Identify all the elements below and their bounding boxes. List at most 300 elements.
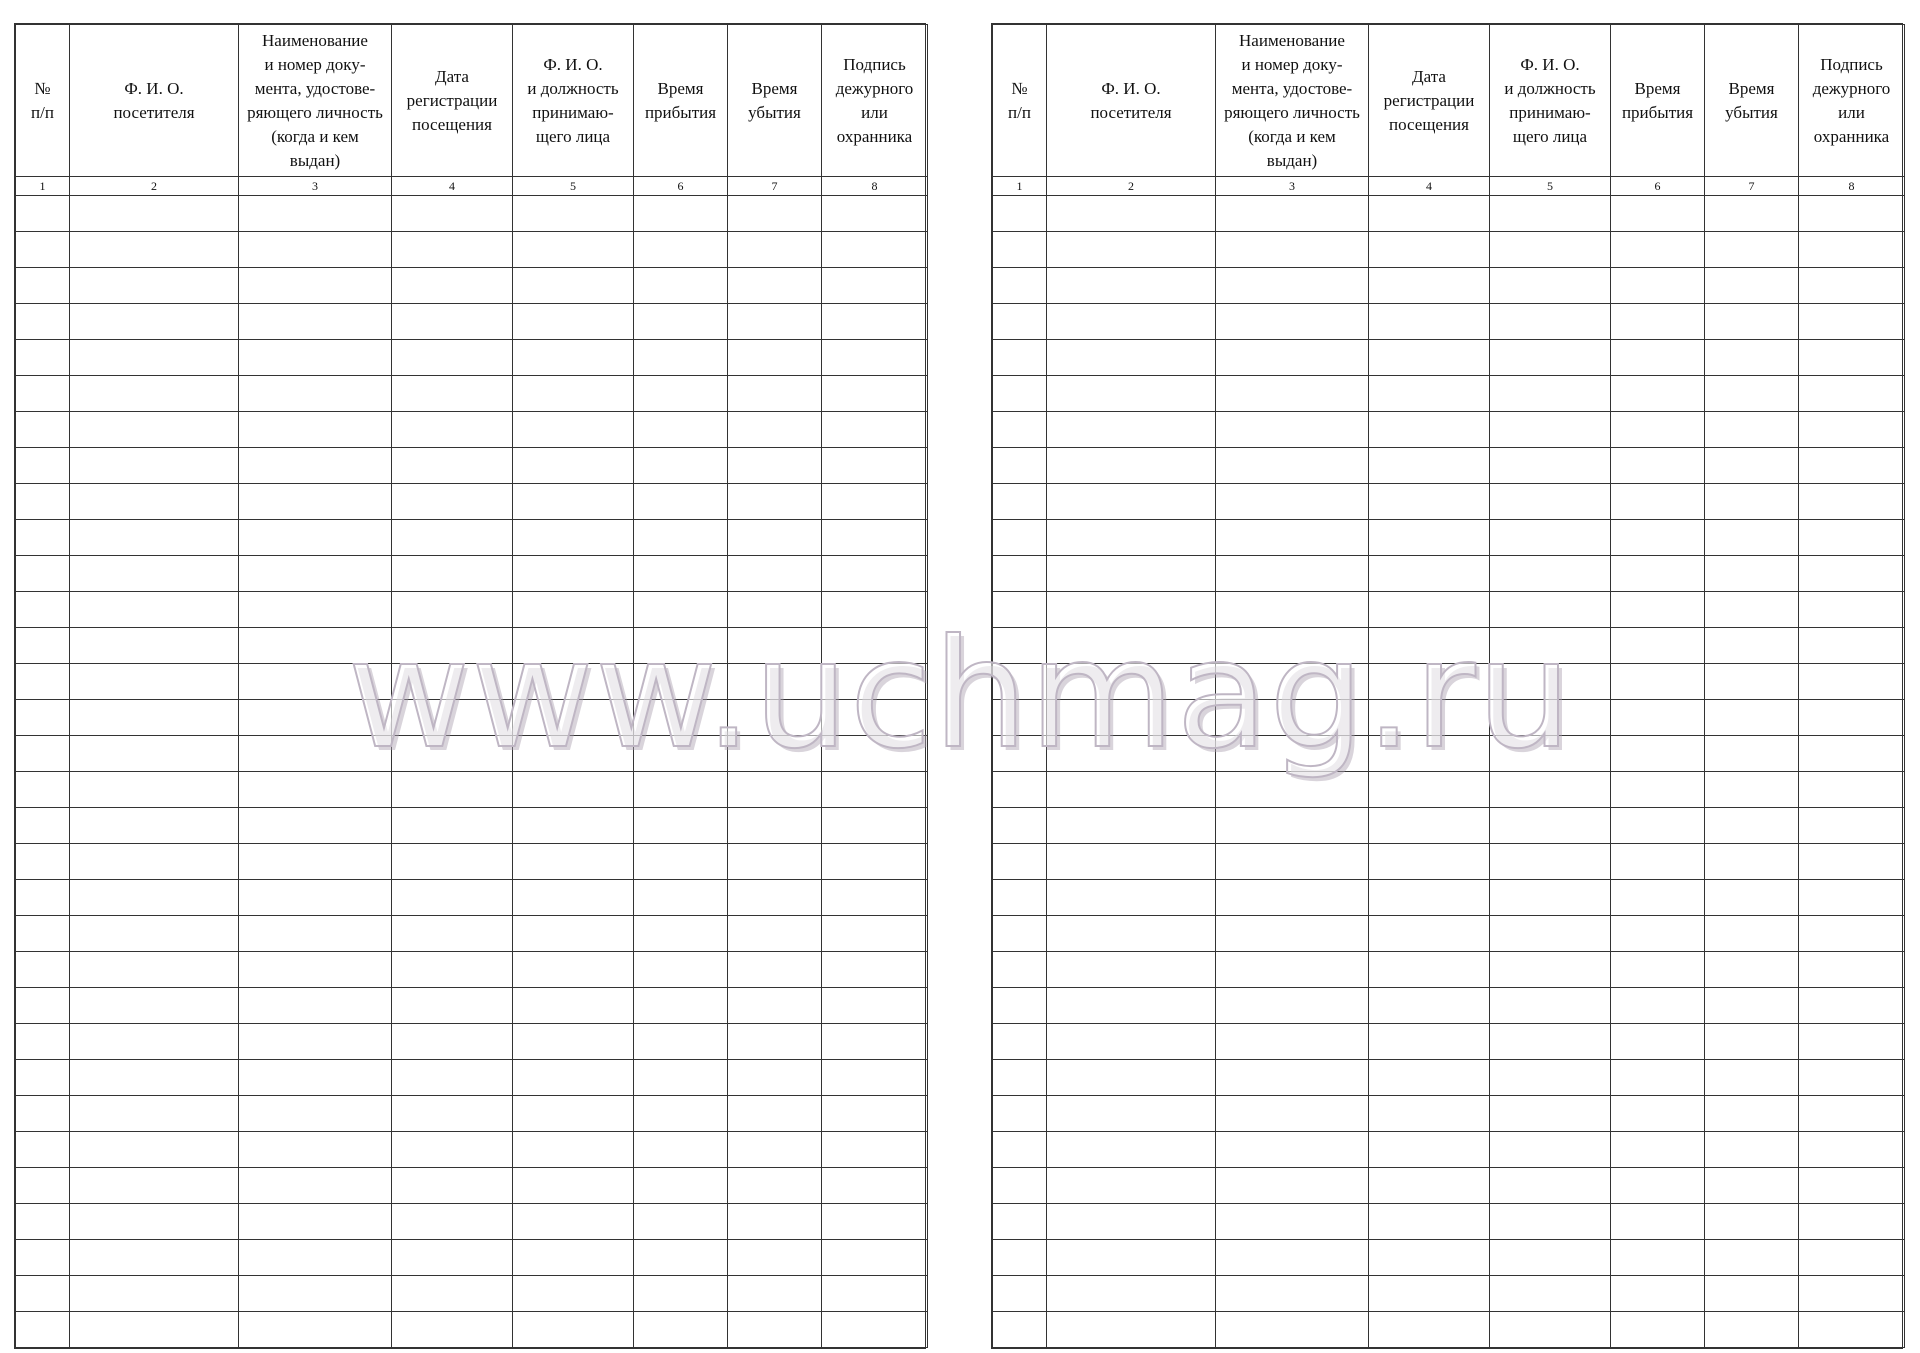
table-row <box>993 1168 1905 1204</box>
table-cell <box>1216 196 1369 232</box>
table-cell <box>1705 952 1799 988</box>
table-cell <box>1369 1024 1490 1060</box>
table-cell <box>1705 1204 1799 1240</box>
table-cell <box>392 1168 513 1204</box>
table-cell <box>728 304 822 340</box>
table-cell <box>1369 808 1490 844</box>
table-cell <box>513 880 634 916</box>
table-cell <box>993 484 1047 520</box>
table-cell <box>728 736 822 772</box>
table-row <box>993 1276 1905 1312</box>
table-cell <box>1047 664 1216 700</box>
table-cell <box>822 1168 928 1204</box>
table-cell <box>70 304 239 340</box>
table-cell <box>1490 700 1611 736</box>
table-cell <box>1611 340 1705 376</box>
table-cell <box>1705 736 1799 772</box>
column-header-line: принимаю- <box>1509 102 1591 122</box>
table-row <box>16 304 928 340</box>
column-number-cell: 5 <box>513 177 634 196</box>
table-cell <box>1611 1132 1705 1168</box>
table-cell <box>1490 1060 1611 1096</box>
table-cell <box>70 556 239 592</box>
table-cell <box>1799 196 1905 232</box>
table-cell <box>239 232 392 268</box>
column-header-line: Время <box>657 78 704 98</box>
table-cell <box>1799 268 1905 304</box>
table-row <box>16 664 928 700</box>
table-cell <box>822 1204 928 1240</box>
table-cell <box>1799 1060 1905 1096</box>
column-number-cell: 4 <box>392 177 513 196</box>
table-cell <box>993 628 1047 664</box>
table-cell <box>1799 1132 1905 1168</box>
column-header-line: Ф. И. О. <box>1520 54 1580 74</box>
column-header-line: выдан) <box>1266 150 1318 170</box>
table-cell <box>1705 232 1799 268</box>
table-cell <box>1799 700 1905 736</box>
table-cell <box>993 304 1047 340</box>
column-header-5 <box>1490 25 1611 177</box>
column-header-line: Ф. И. О. <box>543 54 603 74</box>
table-cell <box>70 1132 239 1168</box>
table-cell <box>513 1060 634 1096</box>
column-header-line: посещения <box>1389 114 1469 134</box>
column-number-cell: 2 <box>70 177 239 196</box>
table-cell <box>1799 412 1905 448</box>
table-cell <box>239 196 392 232</box>
column-header-line: Время <box>1634 78 1681 98</box>
table-row <box>16 844 928 880</box>
table-cell <box>993 412 1047 448</box>
table-cell <box>239 340 392 376</box>
table-row <box>16 700 928 736</box>
table-cell <box>1216 1096 1369 1132</box>
table-cell <box>728 232 822 268</box>
table-cell <box>1611 1096 1705 1132</box>
table-cell <box>513 448 634 484</box>
table-cell <box>1216 700 1369 736</box>
table-cell <box>1216 232 1369 268</box>
table-cell <box>16 376 70 412</box>
table-cell <box>1799 736 1905 772</box>
column-header-line: прибытия <box>1621 102 1694 122</box>
table-cell <box>1047 376 1216 412</box>
table-cell <box>392 736 513 772</box>
table-cell <box>513 484 634 520</box>
table-cell <box>728 628 822 664</box>
table-cell <box>634 592 728 628</box>
table-cell <box>70 484 239 520</box>
table-cell <box>239 556 392 592</box>
column-header-7 <box>728 25 822 177</box>
table-cell <box>1490 1204 1611 1240</box>
table-cell <box>1490 1312 1611 1348</box>
table-cell <box>1216 736 1369 772</box>
table-cell <box>1799 952 1905 988</box>
table-cell <box>70 628 239 664</box>
table-cell <box>1216 1240 1369 1276</box>
table-cell <box>1611 880 1705 916</box>
table-cell <box>1216 772 1369 808</box>
table-row <box>16 556 928 592</box>
table-cell <box>822 1060 928 1096</box>
table-cell <box>70 736 239 772</box>
table-cell <box>1047 808 1216 844</box>
column-header-line: убытия <box>748 102 801 122</box>
table-cell <box>634 880 728 916</box>
table-cell <box>1047 916 1216 952</box>
table-cell <box>239 988 392 1024</box>
table-cell <box>728 1240 822 1276</box>
table-cell <box>1047 880 1216 916</box>
table-cell <box>993 340 1047 376</box>
table-cell <box>1490 736 1611 772</box>
table-row <box>993 772 1905 808</box>
table-cell <box>513 520 634 556</box>
table-row <box>993 376 1905 412</box>
table-cell <box>239 772 392 808</box>
table-cell <box>993 1204 1047 1240</box>
table-cell <box>1490 448 1611 484</box>
table-cell <box>16 1132 70 1168</box>
table-cell <box>728 772 822 808</box>
table-cell <box>634 664 728 700</box>
table-cell <box>392 664 513 700</box>
table-row <box>16 520 928 556</box>
table-cell <box>1611 196 1705 232</box>
table-cell <box>513 1096 634 1132</box>
table-cell <box>1047 484 1216 520</box>
table-cell <box>1705 556 1799 592</box>
table-cell <box>993 664 1047 700</box>
table-row <box>993 808 1905 844</box>
table-cell <box>70 376 239 412</box>
table-cell <box>1216 952 1369 988</box>
table-cell <box>634 376 728 412</box>
table-cell <box>513 1312 634 1348</box>
table-cell <box>728 880 822 916</box>
table-cell <box>993 196 1047 232</box>
table-cell <box>1799 376 1905 412</box>
column-number-cell: 2 <box>1047 177 1216 196</box>
table-cell <box>16 844 70 880</box>
table-cell <box>822 772 928 808</box>
table-cell <box>392 1024 513 1060</box>
table-cell <box>822 448 928 484</box>
table-cell <box>239 1312 392 1348</box>
table-cell <box>392 340 513 376</box>
table-cell <box>16 304 70 340</box>
table-cell <box>1490 340 1611 376</box>
table-cell <box>1705 1276 1799 1312</box>
column-number-cell: 8 <box>822 177 928 196</box>
table-cell <box>1216 1168 1369 1204</box>
table-cell <box>1369 700 1490 736</box>
column-header-line: охранника <box>1813 126 1890 146</box>
table-cell <box>16 916 70 952</box>
table-cell <box>1369 340 1490 376</box>
table-cell <box>1611 1024 1705 1060</box>
table-cell <box>392 772 513 808</box>
table-cell <box>1216 484 1369 520</box>
table-cell <box>1490 880 1611 916</box>
column-header-line: дежурного <box>835 78 914 98</box>
table-cell <box>513 268 634 304</box>
table-row <box>16 340 928 376</box>
table-cell <box>513 736 634 772</box>
table-cell <box>70 448 239 484</box>
table-cell <box>1490 844 1611 880</box>
table-cell <box>392 1312 513 1348</box>
column-header-line: Ф. И. О. <box>1101 78 1161 98</box>
table-row <box>993 268 1905 304</box>
column-header-line: (когда и кем <box>271 126 359 146</box>
table-cell <box>1369 592 1490 628</box>
table-cell <box>1705 1168 1799 1204</box>
column-header-line: и должность <box>1504 78 1596 98</box>
column-number-row <box>993 177 1905 196</box>
table-cell <box>1490 412 1611 448</box>
register-table-left <box>14 23 926 1349</box>
table-cell <box>1490 916 1611 952</box>
table-cell <box>1216 304 1369 340</box>
column-header-line: (когда и кем <box>1248 126 1336 146</box>
table-cell <box>1611 1240 1705 1276</box>
table-cell <box>1369 448 1490 484</box>
table-cell <box>16 1168 70 1204</box>
table-cell <box>16 880 70 916</box>
table-cell <box>993 592 1047 628</box>
table-cell <box>728 1312 822 1348</box>
table-row <box>993 448 1905 484</box>
table-cell <box>70 1168 239 1204</box>
table-cell <box>1369 1240 1490 1276</box>
table-cell <box>1705 808 1799 844</box>
column-header-line: щего лица <box>1512 126 1588 146</box>
table-cell <box>1490 232 1611 268</box>
table-cell <box>392 880 513 916</box>
table-cell <box>1216 916 1369 952</box>
table-row <box>16 484 928 520</box>
table-row <box>993 1204 1905 1240</box>
table-cell <box>239 448 392 484</box>
table-cell <box>634 304 728 340</box>
table-cell <box>70 412 239 448</box>
table-cell <box>70 1204 239 1240</box>
table-cell <box>993 700 1047 736</box>
table-cell <box>1216 880 1369 916</box>
table-cell <box>239 1240 392 1276</box>
table-cell <box>1369 952 1490 988</box>
table-cell <box>993 1132 1047 1168</box>
column-header-line: и должность <box>527 78 619 98</box>
table-cell <box>1611 736 1705 772</box>
column-header-line: Наименование <box>1239 30 1345 50</box>
table-cell <box>728 1096 822 1132</box>
table-cell <box>1216 1276 1369 1312</box>
register-table-right <box>991 23 1903 1349</box>
table-cell <box>1705 628 1799 664</box>
table-cell <box>993 268 1047 304</box>
table-row <box>16 736 928 772</box>
table-row <box>993 628 1905 664</box>
table-cell <box>513 916 634 952</box>
table-cell <box>1216 1060 1369 1096</box>
table-cell <box>513 700 634 736</box>
table-cell <box>1799 988 1905 1024</box>
table-cell <box>1705 1132 1799 1168</box>
table-cell <box>1799 1276 1905 1312</box>
column-header-line: Дата <box>435 66 469 86</box>
column-header-line: ряющего личность <box>247 102 383 122</box>
table-cell <box>1799 592 1905 628</box>
column-number-cell: 6 <box>634 177 728 196</box>
table-cell <box>1490 304 1611 340</box>
table-cell <box>1369 484 1490 520</box>
column-header-line: Наименование <box>262 30 368 50</box>
table-cell <box>634 952 728 988</box>
column-header-3 <box>1216 25 1369 177</box>
table-cell <box>513 664 634 700</box>
table-cell <box>1490 1024 1611 1060</box>
table-cell <box>16 1240 70 1276</box>
table-cell <box>728 592 822 628</box>
table-cell <box>1216 988 1369 1024</box>
table-cell <box>16 340 70 376</box>
table-cell <box>1799 448 1905 484</box>
table-cell <box>822 268 928 304</box>
column-header-line: или <box>861 102 888 122</box>
table-cell <box>70 1060 239 1096</box>
table-row <box>993 196 1905 232</box>
table-row <box>993 1024 1905 1060</box>
column-header-line: п/п <box>1008 102 1031 122</box>
table-cell <box>822 952 928 988</box>
table-row <box>993 988 1905 1024</box>
table-cell <box>634 1168 728 1204</box>
table-cell <box>1611 448 1705 484</box>
table-cell <box>70 1312 239 1348</box>
column-header-6 <box>634 25 728 177</box>
table-cell <box>1047 1096 1216 1132</box>
table-cell <box>1799 664 1905 700</box>
table-cell <box>1216 268 1369 304</box>
table-cell <box>1490 1132 1611 1168</box>
table-cell <box>1490 988 1611 1024</box>
table-cell <box>1216 808 1369 844</box>
table-cell <box>1216 1204 1369 1240</box>
table-cell <box>1611 484 1705 520</box>
table-cell <box>1047 844 1216 880</box>
table-cell <box>728 448 822 484</box>
table-row <box>16 808 928 844</box>
table-cell <box>993 844 1047 880</box>
table-cell <box>1705 1024 1799 1060</box>
table-cell <box>1369 556 1490 592</box>
table-cell <box>1047 448 1216 484</box>
table-cell <box>1611 844 1705 880</box>
table-cell <box>1369 988 1490 1024</box>
table-cell <box>1611 1312 1705 1348</box>
table-cell <box>993 232 1047 268</box>
table-cell <box>1799 808 1905 844</box>
table-row <box>16 772 928 808</box>
table-cell <box>513 844 634 880</box>
table-cell <box>70 1096 239 1132</box>
table-cell <box>1799 1024 1905 1060</box>
table-cell <box>513 340 634 376</box>
register-table-left-grid <box>15 24 928 1348</box>
table-cell <box>1705 448 1799 484</box>
table-cell <box>1799 1312 1905 1348</box>
table-cell <box>993 1168 1047 1204</box>
column-number-cell: 3 <box>1216 177 1369 196</box>
table-cell <box>70 700 239 736</box>
table-cell <box>392 304 513 340</box>
table-cell <box>16 664 70 700</box>
table-cell <box>634 1096 728 1132</box>
table-cell <box>1369 376 1490 412</box>
table-row <box>993 304 1905 340</box>
table-cell <box>728 1060 822 1096</box>
table-cell <box>634 988 728 1024</box>
table-row <box>16 1204 928 1240</box>
column-header-1 <box>16 25 70 177</box>
table-cell <box>1705 376 1799 412</box>
table-cell <box>392 232 513 268</box>
table-row <box>16 1132 928 1168</box>
table-row <box>993 556 1905 592</box>
table-cell <box>239 736 392 772</box>
table-cell <box>239 592 392 628</box>
table-cell <box>239 1024 392 1060</box>
table-cell <box>728 988 822 1024</box>
table-cell <box>16 1204 70 1240</box>
table-cell <box>1799 916 1905 952</box>
table-cell <box>1705 988 1799 1024</box>
table-cell <box>392 916 513 952</box>
table-cell <box>513 988 634 1024</box>
table-cell <box>239 664 392 700</box>
table-cell <box>1490 1168 1611 1204</box>
table-cell <box>728 844 822 880</box>
table-cell <box>392 1276 513 1312</box>
column-number-cell: 7 <box>728 177 822 196</box>
table-cell <box>634 628 728 664</box>
table-cell <box>513 556 634 592</box>
table-cell <box>513 304 634 340</box>
table-cell <box>728 1132 822 1168</box>
table-row <box>16 1060 928 1096</box>
table-cell <box>1490 808 1611 844</box>
table-cell <box>1705 592 1799 628</box>
table-cell <box>1369 1060 1490 1096</box>
table-cell <box>1611 916 1705 952</box>
table-cell <box>728 520 822 556</box>
table-cell <box>1369 268 1490 304</box>
table-cell <box>16 1276 70 1312</box>
table-cell <box>1611 232 1705 268</box>
table-cell <box>1705 700 1799 736</box>
column-header-line: ряющего личность <box>1224 102 1360 122</box>
table-cell <box>634 772 728 808</box>
table-cell <box>1490 484 1611 520</box>
table-row <box>16 412 928 448</box>
table-row <box>16 268 928 304</box>
table-cell <box>70 664 239 700</box>
table-cell <box>634 412 728 448</box>
